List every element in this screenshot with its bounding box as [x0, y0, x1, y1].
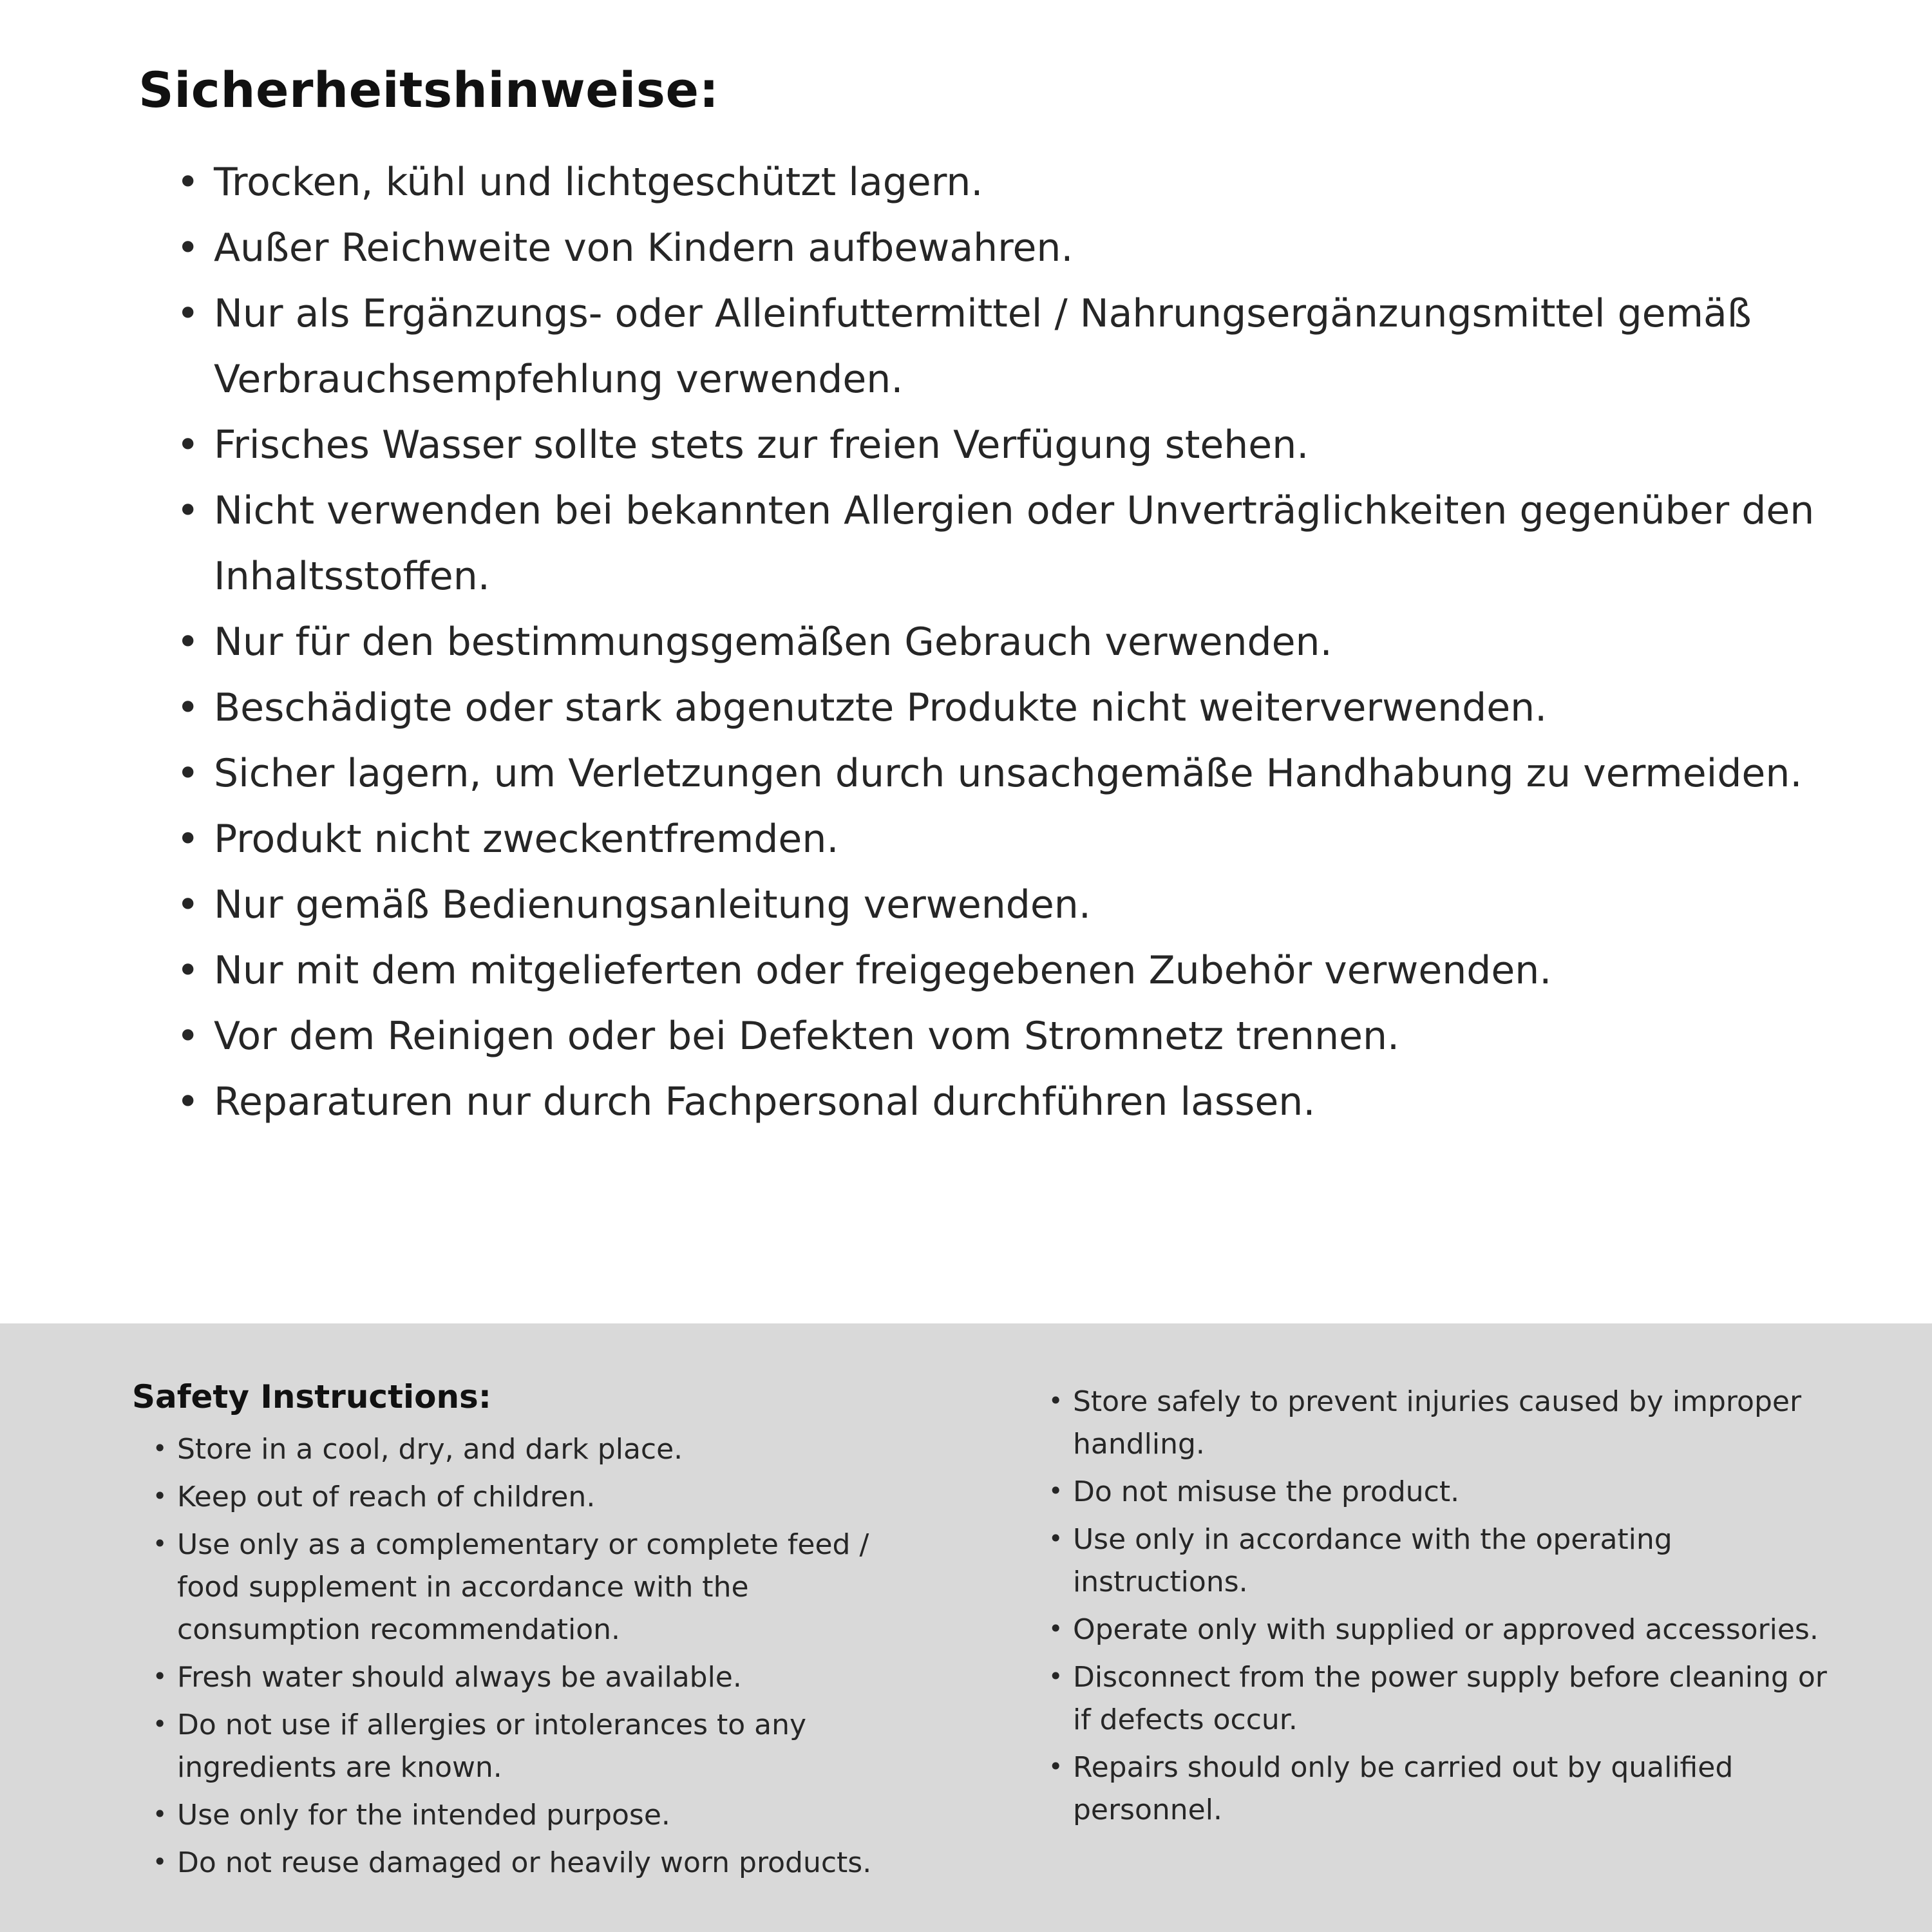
english-right-column — [1028, 1378, 1835, 1837]
list-item: • Nicht verwenden bei bekannten Allergien oder Unverträglichkeiten gegenüber den Inhaltsstoffen. — [174, 478, 1823, 609]
list-item: • Trocken, kühl und lichtgeschützt lagern. — [174, 149, 1823, 215]
list-item: • Reparaturen nur durch Fachpersonal durchführen lassen. — [174, 1069, 1823, 1135]
list-item: • Nur gemäß Bedienungsanleitung verwenden. — [174, 872, 1823, 938]
list-item: • Use only for the intended purpose. — [150, 1794, 880, 1837]
english-safety-list-left — [150, 1428, 880, 1884]
list-item: • Use only as a complementary or complete feed / food supplement in accordance with the consumption recommendation. — [150, 1524, 880, 1651]
list-item: • Nur als Ergänzungs- oder Alleinfuttermittel / Nahrungsergänzungsmittel gemäß Verbrauchsempfehlung verwenden. — [174, 281, 1823, 412]
english-left-column — [132, 1378, 880, 1889]
english-safety-list-right — [1046, 1381, 1835, 1832]
list-item: • Do not reuse damaged or heavily worn products. — [150, 1842, 880, 1884]
list-item: • Produkt nicht zweckentfremden. — [174, 806, 1823, 872]
list-item: • Do not misuse the product. — [1046, 1471, 1835, 1513]
list-item: • Store safely to prevent injuries caused by improper handling. — [1046, 1381, 1835, 1466]
english-safety-section — [0, 1323, 1932, 1932]
german-safety-list — [174, 149, 1823, 1135]
list-item: • Beschädigte oder stark abgenutzte Produkte nicht weiterverwenden. — [174, 675, 1823, 741]
list-item: • Repairs should only be carried out by qualified personnel. — [1046, 1747, 1835, 1832]
list-item: • Nur mit dem mitgelieferten oder freigegebenen Zubehör verwenden. — [174, 938, 1823, 1003]
list-item: • Operate only with supplied or approved accessories. — [1046, 1609, 1835, 1651]
english-section-title: Safety Instructions: — [132, 1378, 491, 1416]
list-item: • Vor dem Reinigen oder bei Defekten vom Stromnetz trennen. — [174, 1003, 1823, 1069]
list-item: • Use only in accordance with the operating instructions. — [1046, 1519, 1835, 1604]
list-item: • Frisches Wasser sollte stets zur freien Verfügung stehen. — [174, 412, 1823, 478]
list-item: • Keep out of reach of children. — [150, 1476, 880, 1519]
list-item: • Nur für den bestimmungsgemäßen Gebrauch verwenden. — [174, 609, 1823, 675]
list-item: • Store in a cool, dry, and dark place. — [150, 1428, 880, 1471]
list-item: • Außer Reichweite von Kindern aufbewahren. — [174, 215, 1823, 281]
list-item: • Disconnect from the power supply before cleaning or if defects occur. — [1046, 1656, 1835, 1741]
list-item: • Fresh water should always be available. — [150, 1656, 880, 1699]
list-item: • Sicher lagern, um Verletzungen durch unsachgemäße Handhabung zu vermeiden. — [174, 741, 1823, 806]
german-section-title: Sicherheitshinweise: — [138, 61, 719, 118]
list-item: • Do not use if allergies or intolerances to any ingredients are known. — [150, 1704, 880, 1789]
